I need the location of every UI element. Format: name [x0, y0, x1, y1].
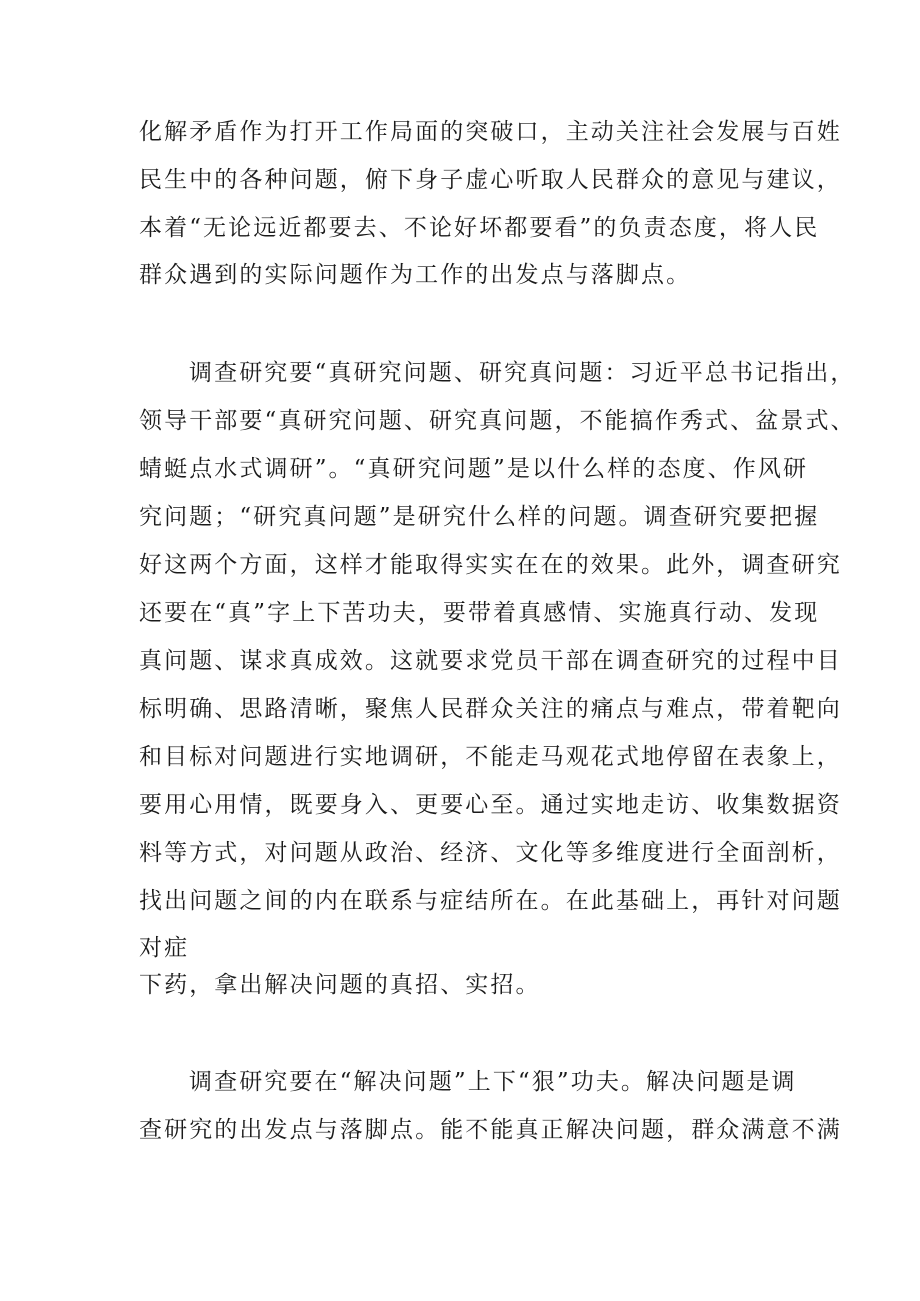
- paragraph-1-line-2: 民生中的各种问题，俯下身子虚心听取人民群众的意见与建议，: [139, 167, 842, 193]
- paragraph-3-line-1: 调查研究要在“解决问题”上下“狠”功夫。解决问题是调: [189, 1069, 797, 1095]
- paragraph-1-line-4: 群众遇到的实际问题作为工作的出发点与落脚点。: [139, 262, 692, 288]
- paragraph-2-line-9: 和目标对问题进行实地调研，不能走马观花式地停留在表象上，: [139, 744, 842, 770]
- paragraph-2-line-11: 料等方式，对问题从政治、经济、文化等多维度进行全面剖析，: [139, 840, 842, 866]
- paragraph-2-line-3: 蜻蜓点水式调研”。“真研究问题”是以什么样的态度、作风研: [139, 456, 809, 482]
- paragraph-1-line-1: 化解矛盾作为打开工作局面的突破口，主动关注社会发展与百姓: [139, 119, 842, 145]
- paragraph-1-line-3: 本着“无论远近都要去、不论好坏都要看”的负责态度，将人民: [139, 215, 820, 241]
- paragraph-2-line-4: 究问题；“研究真问题”是研究什么样的问题。调查研究要把握: [139, 504, 820, 530]
- paragraph-2-line-14: 下药，拿出解决问题的真招、实招。: [139, 972, 541, 998]
- paragraph-2-line-2: 领导干部要“真研究问题、研究真问题，不能搞作秀式、盆景式、: [139, 408, 856, 434]
- paragraph-2-line-10: 要用心用情，既要身入、更要心至。通过实地走访、收集数据资: [139, 792, 842, 818]
- paragraph-2-line-7: 真问题、谋求真成效。这就要求党员干部在调查研究的过程中目: [139, 648, 842, 674]
- paragraph-3-line-2: 查研究的出发点与落脚点。能不能真正解决问题，群众满意不满: [139, 1117, 842, 1143]
- paragraph-2-line-12: 找出问题之间的内在联系与症结所在。在此基础上，再针对问题: [139, 888, 842, 914]
- paragraph-2-line-6: 还要在“真”字上下苦功夫，要带着真感情、实施真行动、发现: [139, 600, 820, 626]
- paragraph-2-line-5: 好这两个方面，这样才能取得实实在在的效果。此外，调查研究: [139, 552, 842, 578]
- paragraph-2-line-1: 调查研究要“真研究问题、研究真问题：习近平总书记指出，: [189, 360, 856, 386]
- paragraph-2-line-8: 标明确、思路清晰，聚焦人民群众关注的痛点与难点，带着靶向: [139, 696, 842, 722]
- paragraph-2-line-13: 对症: [139, 935, 190, 961]
